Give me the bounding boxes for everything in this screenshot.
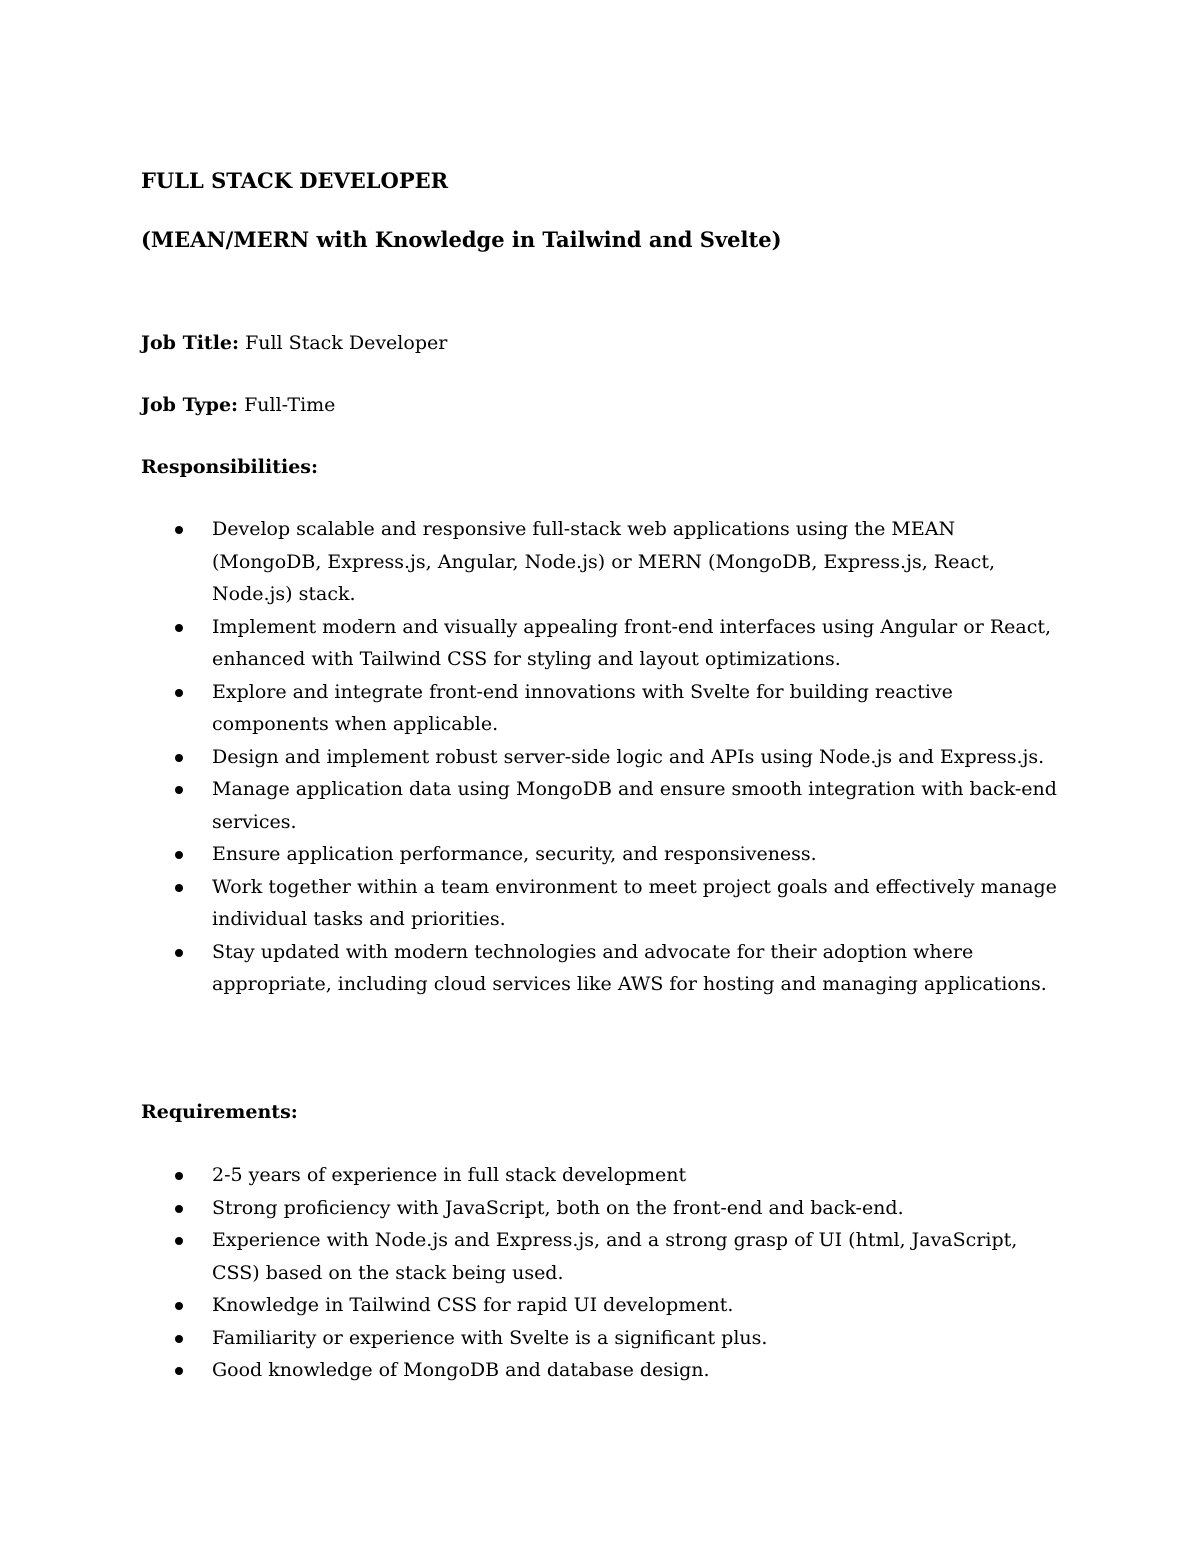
requirements-list xyxy=(0,1159,1062,1387)
responsibilities-heading: Responsibilities: xyxy=(141,456,318,478)
job-title-line xyxy=(141,330,447,356)
job-type-value: Full-Time xyxy=(244,394,336,416)
requirements-heading: Requirements: xyxy=(141,1101,298,1123)
bullet-icon xyxy=(175,949,183,957)
bullet-icon xyxy=(175,754,183,762)
bullet-icon xyxy=(175,1335,183,1343)
bullet-icon xyxy=(175,851,183,859)
list-item: Manage application data using MongoDB and ensure smooth integration with back-end services. xyxy=(0,773,1062,838)
bullet-icon xyxy=(175,1205,183,1213)
bullet-icon xyxy=(175,1237,183,1245)
job-type-label: Job Type: xyxy=(141,394,239,416)
bullet-icon xyxy=(175,1302,183,1310)
list-item: Work together within a team environment to meet project goals and effectively manage individual tasks and priorities. xyxy=(0,871,1062,936)
list-item: Implement modern and visually appealing front-end interfaces using Angular or React, enhanced with Tailwind CSS for styling and layout optimizations. xyxy=(0,611,1062,676)
list-item: Experience with Node.js and Express.js, and a strong grasp of UI (html, JavaScript, CSS) based on the stack being used. xyxy=(0,1224,1062,1289)
list-item: Develop scalable and responsive full-stack web applications using the MEAN (MongoDB, Express.js, Angular, Node.js) or MERN (MongoDB, Express.js, React, Node.js) stack. xyxy=(0,513,1062,611)
list-item: Familiarity or experience with Svelte is a significant plus. xyxy=(0,1322,1062,1355)
bullet-icon xyxy=(175,884,183,892)
list-item: Explore and integrate front-end innovations with Svelte for building reactive components when applicable. xyxy=(0,676,1062,741)
job-title-label: Job Title: xyxy=(141,332,240,354)
document-title: FULL STACK DEVELOPER xyxy=(141,168,449,193)
bullet-icon xyxy=(175,786,183,794)
bullet-icon xyxy=(175,1367,183,1375)
bullet-icon xyxy=(175,624,183,632)
job-title-value: Full Stack Developer xyxy=(245,332,448,354)
responsibilities-list xyxy=(0,513,1062,1001)
list-item: Knowledge in Tailwind CSS for rapid UI development. xyxy=(0,1289,1062,1322)
list-item: Good knowledge of MongoDB and database design. xyxy=(0,1354,1062,1387)
document-subtitle: (MEAN/MERN with Knowledge in Tailwind and Svelte) xyxy=(141,227,782,252)
list-item: 2-5 years of experience in full stack development xyxy=(0,1159,1062,1192)
list-item: Ensure application performance, security, and responsiveness. xyxy=(0,838,1062,871)
list-item: Design and implement robust server-side logic and APIs using Node.js and Express.js. xyxy=(0,741,1062,774)
bullet-icon xyxy=(175,689,183,697)
job-type-line xyxy=(141,392,335,418)
bullet-icon xyxy=(175,1172,183,1180)
list-item: Strong proficiency with JavaScript, both on the front-end and back-end. xyxy=(0,1192,1062,1225)
list-item: Stay updated with modern technologies and advocate for their adoption where appropriate, including cloud services like AWS for hosting and managing applications. xyxy=(0,936,1062,1001)
bullet-icon xyxy=(175,526,183,534)
